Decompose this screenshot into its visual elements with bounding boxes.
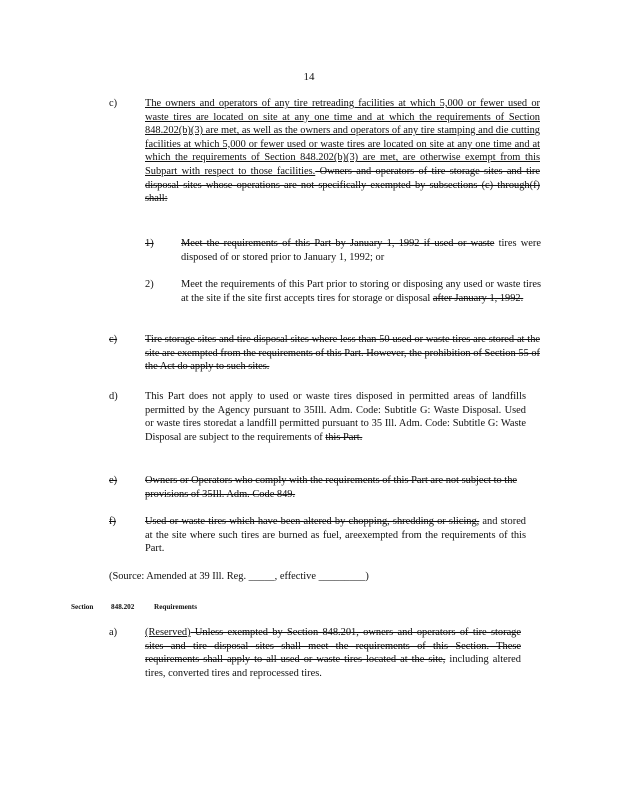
- subitem-2-text: [181, 278, 541, 305]
- item-label-d: d): [109, 391, 118, 402]
- item-label-f: f): [109, 516, 116, 527]
- section-number: 848.202: [111, 603, 135, 611]
- item-c-struck-text: Owners and operators of tire storage sites and tire disposal sites whose operations are not specifically exempted by subsections (c) through(f) shall:: [145, 165, 540, 205]
- item-a-struck-text: Unless exempted by Section 848.201, owners and operators of tire storage sites and tire disposal sites shall meet the requirements of this Section. These requirements shall apply to all used or waste tires located at the site,: [145, 627, 521, 666]
- subitem-2-plain-text: Meet the requirements of this Part prior to storing or disposing any used or waste tires at the site if the site first accepts tires for storage or disposal: [181, 279, 541, 304]
- item-label-c-struck: c): [109, 334, 118, 345]
- item-e-struck-text: Owners or Operators who comply with the requirements of this Part are not subject to the provisions of 35Ill. Adm. Code 849.: [145, 475, 517, 500]
- item-d-plain-text: This Part does not apply to used or waste tires disposed in permitted areas of landfills permitted by the Agency pursuant to 35Ill. Adm. Code: Subtitle G: Waste Disposal. Used or waste tires storedat a landfill permitted pursuant to 35 Ill. Adm. Code: Subtitle G: Waste Disposal are subject to the requirements of: [145, 391, 526, 443]
- item-c-text: [145, 97, 540, 206]
- item-label-a: a): [109, 627, 118, 638]
- item-a-added-text: (Reserved): [145, 627, 191, 638]
- page-number: 14: [303, 71, 315, 83]
- section-label: Section: [71, 603, 94, 611]
- item-c2-struck-text: Tire storage sites and tire disposal sites where less than 50 used or waste tires are stored at the site are exempted from the requirements of this Part. However, the prohibition of Section 55 of the Act do apply to such sites.: [145, 334, 540, 373]
- subitem-1-text: [181, 237, 541, 264]
- section-title: Requirements: [154, 603, 197, 611]
- item-a-plain-text: including altered tires, converted tires and reprocessed tires.: [145, 654, 521, 679]
- item-a-text: [145, 626, 521, 680]
- item-d-text: [145, 390, 526, 444]
- item-d-struck-text: this Part.: [325, 431, 363, 443]
- subitem-label-1: 1): [145, 238, 154, 249]
- section-heading: [71, 601, 197, 615]
- item-c-added-text: The owners and operators of any tire retreading facilities at which 5,000 or fewer used or waste tires are located on site at any one time and at which the requirements of Section 848.202(b)(3) are met, as well as the owners and operators of any tire stamping and die cutting facilities at which 5,000 or fewer used or waste tires are located on site at any one time and at which the requirements of Section 848.202(b)(3) are met, are otherwise exempt from this Subpart with respect to those facilities.: [145, 98, 540, 177]
- item-f-struck-text: Used or waste tires which have been altered by chopping, shredding or slicing,: [145, 516, 480, 527]
- subitem-label-2: 2): [145, 279, 154, 290]
- item-label-e: e): [109, 475, 118, 486]
- item-c-struck-paragraph: [145, 333, 540, 374]
- item-label-c: c): [109, 98, 118, 109]
- source-note: (Source: Amended at 39 Ill. Reg. _____, effective _________): [109, 571, 369, 582]
- item-e-text: [145, 474, 517, 501]
- subitem-2-struck-text: after January 1, 1992.: [432, 292, 524, 304]
- subitem-1-plain-text: tires were disposed of or stored prior to January 1, 1992; or: [181, 238, 541, 263]
- subitem-1-struck-text: Meet the requirements of this Part by January 1, 1992 if used or waste: [181, 238, 495, 249]
- item-f-text: [145, 515, 526, 556]
- item-f-plain-text: and stored at the site where such tires are burned as fuel, areexempted from the requirements of this Part.: [145, 516, 526, 555]
